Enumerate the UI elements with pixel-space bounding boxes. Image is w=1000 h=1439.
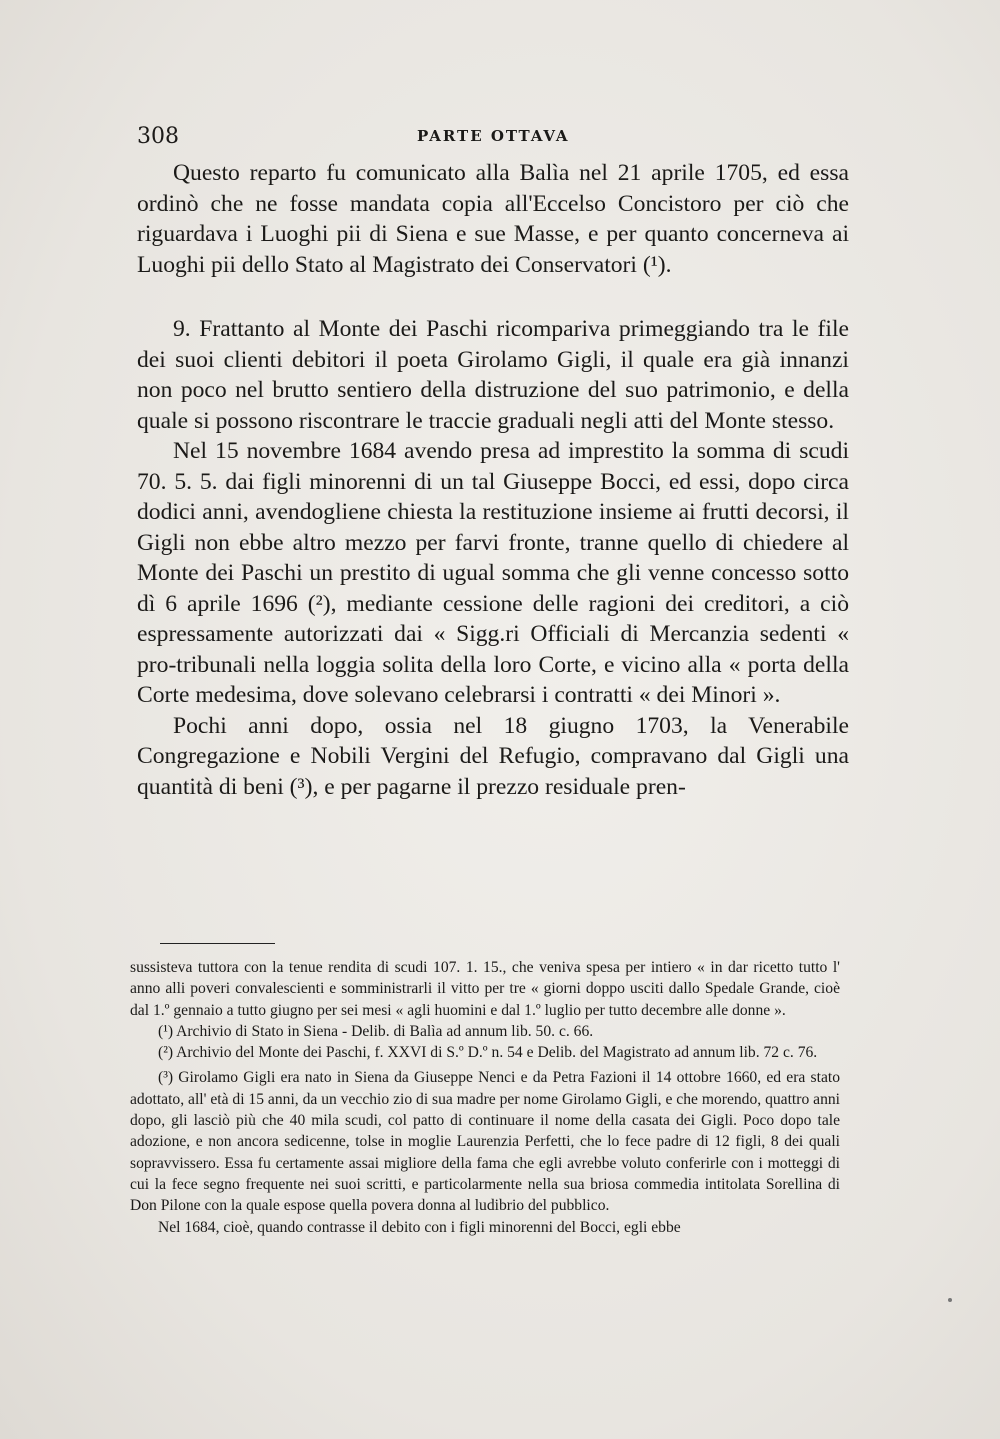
main-text [137,158,849,802]
paragraph-2: 9. Frattanto al Monte dei Paschi ricompariva primeggiando tra le file dei suoi clienti debitori il poeta Girolamo Gigli, il quale era già innanzi non poco nel brutto sentiero della distruzione del suo patrimonio, e della quale si possono riscontrare le traccie graduali negli atti del Monte stesso. [137,316,849,434]
page-number: 308 [137,124,179,149]
specks [948,1298,952,1302]
paragraph-4: Pochi anni dopo, ossia nel 18 giugno 1703, la Venerabile Congregazione e Nobili Vergini del Refugio, compravano dal Gigli una quantità di beni (³), e per pagarne il prezzo residuale pren- [137,712,849,800]
footnote-2: (²) Archivio del Monte dei Paschi, f. XXVI di S.º D.º n. 54 e Delib. del Magistrato ad annum lib. 72 c. 76. [158,1044,818,1062]
footnote-1: (¹) Archivio di Stato in Siena - Delib. di Balìa ad annum lib. 50. c. 66. [158,1022,594,1040]
page-header [137,124,847,154]
running-head: PARTE OTTAVA [417,127,570,145]
footnote-3-continued: Nel 1684, cioè, quando contrasse il debito con i figli minorenni del Bocci, egli ebbe [158,1218,681,1236]
footnote-rule [160,943,275,944]
paragraph-1: Questo reparto fu comunicato alla Balìa nel 21 aprile 1705, ed essa ordinò che ne fosse mandata copia all'Eccelso Concistoro per ciò che riguardava i Luoghi pii di Siena e sue Masse, e per quanto concerneva ai Luoghi pii dello Stato al Magistrato dei Conservatori (¹). [137,160,849,278]
footnote-3: (³) Girolamo Gigli era nato in Siena da Giuseppe Nenci e da Petra Fazioni il 14 ottobre 1660, ed era stato adottato, all' età di 15 anni, da un vecchio zio di sua madre per nome Girolamo Gigli, e che morendo, quattro anni dopo, gli lasciò più che 40 mila scudi, col patto di continuare il nome della casata dei Gigli. Poco dopo tale adozione, e non ancora sedicenne, tolse in moglie Laurenzia Perfetti, che lo fece padre di 12 figli, 8 dei quali sopravvissero. Essa fu certamente assai migliore della fama che egli avrebbe voluto conferirle con i motteggi di cui la fece segno frequente nei suoi scritti, e particolarmente nella sua briosa commedia intitolata Sorellina di Don Pilone con la quale espose quella povera donna al ludibrio del pubblico. [130,1069,840,1215]
footnotes [130,957,840,1238]
paragraph-3: Nel 15 novembre 1684 avendo presa ad imprestito la somma di scudi 70. 5. 5. dai figli minorenni di un tal Giuseppe Bocci, ed essi, dopo circa dodici anni, avendogliene chiesta la restituzione insieme ai frutti decorsi, il Gigli non ebbe altro mezzo per farvi fronte, tranne quello di chiedere al Monte dei Paschi un prestito di ugual somma che gli venne concesso sotto dì 6 aprile 1696 (²), mediante cessione delle ragioni dei creditori, a ciò espressamente autorizzati dai « Sigg.ri Officiali di Mercanzia sedenti « pro-tribunali nella loggia solita della loro Corte, e vicino alla « porta della Corte medesima, dove solevano celebrarsi i contratti « dei Minori ». [137,438,849,708]
footnote-continuation: sussisteva tuttora con la tenue rendita di scudi 107. 1. 15., che veniva spesa per intiero « in dar ricetto tutto l' anno alli poveri convalescienti e somministrarli il vitto per tre « giorni doppo usciti dallo Spedale Grande, cioè dal 1.º gennaio a tutto giugno per sei mesi « agli huomini e dal 1.º luglio per tutto decembre alle donne ». [130,959,840,1019]
